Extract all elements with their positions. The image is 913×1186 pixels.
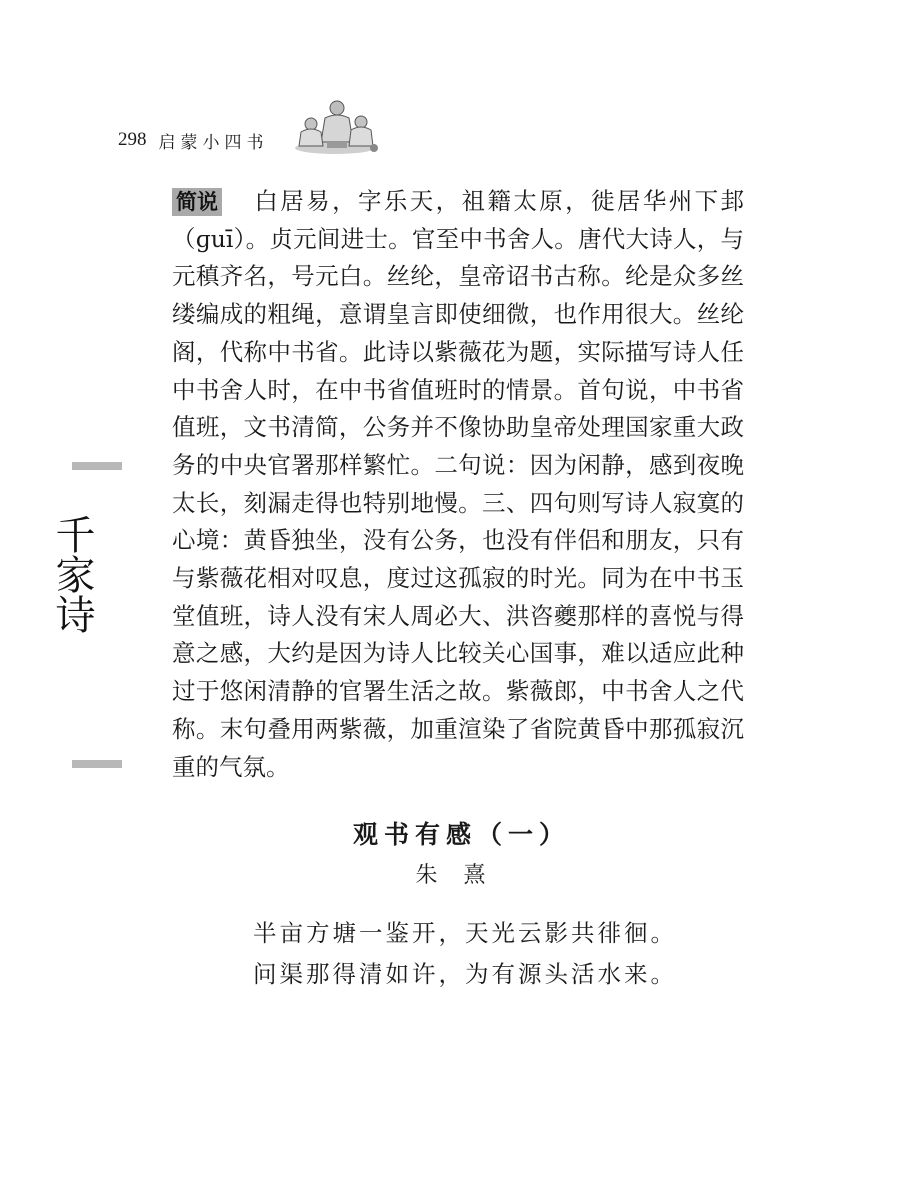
side-tab-top-bar — [72, 462, 122, 470]
side-section-tab — [49, 462, 124, 768]
page-number: 298 — [118, 129, 147, 150]
poem-line: 问渠那得清如许，为有源头活水来。 — [253, 960, 677, 988]
poem-line: 半亩方塘一鉴开，天光云影共徘徊。 — [253, 919, 677, 947]
commentary-tag: 简说 — [172, 188, 222, 216]
poem-author: 朱熹 — [415, 863, 512, 888]
scholars-illustration-icon — [289, 98, 381, 160]
page-header — [118, 120, 381, 160]
side-tab-bottom-bar — [72, 760, 122, 768]
commentary-paragraph — [172, 183, 744, 786]
book-title: 启蒙小四书 — [158, 132, 269, 153]
poem-title: 观书有感（一） — [352, 820, 570, 849]
commentary-text: 白居易，字乐天，祖籍太原，徙居华州下邽（ɡuī）。贞元间进士。官至中书舍人。唐代大诗人，与元稹齐名，号元白。丝纶，皇帝诏书古称。纶是众多丝缕编成的粗绳，意谓皇言即使细微，也作用很大。丝纶阁，代称中书省。此诗以紫薇花为题，实际描写诗人任中书舍人时，在中书省值班时的情景。首句说，中书省值班，文书清简，公务并不像协助皇帝处理国家重大政务的中央官署那样繁忙。二句说：因为闲静，感到夜晚太长，刻漏走得也特别地慢。三、四句则写诗人寂寞的心境：黄昏独坐，没有公务，也没有伴侣和朋友，只有与紫薇花相对叹息，度过这孤寂的时光。同为在中书玉堂值班，诗人没有宋人周必大、洪咨夔那样的喜悦与得意之感，大约是因为诗人比较关心国事，难以适应此种过于悠闲清静的官署生活之故。紫薇郎，中书舍人之代称。末句叠用两紫薇，加重渲染了省院黄昏中那孤寂沉重的气氛。 — [172, 187, 744, 781]
side-tab-title: 千家诗 — [49, 514, 95, 634]
